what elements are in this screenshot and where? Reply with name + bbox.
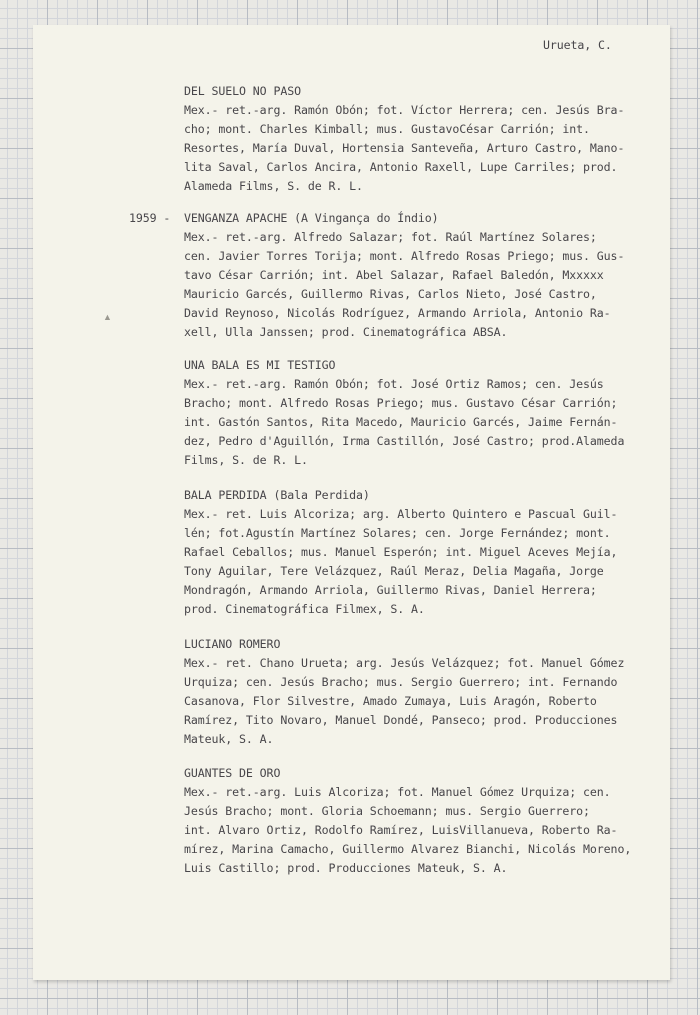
- entry-line: Mex.- ret.-arg. Ramón Obón; fot. José Ortiz Ramos; cen. Jesús: [184, 377, 604, 391]
- film-entry: [184, 82, 670, 196]
- entry-line: David Reynoso, Nicolás Rodríguez, Armando Arriola, Antonio Ra-: [184, 306, 611, 320]
- entry-line: xell, Ulla Janssen; prod. Cinematográfica ABSA.: [184, 325, 508, 339]
- film-title: DEL SUELO NO PASO: [184, 84, 301, 98]
- entry-line: Luis Castillo; prod. Producciones Mateuk, S. A.: [184, 861, 508, 875]
- entry-line: Mondragón, Armando Arriola, Guillermo Rivas, Daniel Herrera;: [184, 583, 597, 597]
- entry-line: int. Alvaro Ortiz, Rodolfo Ramírez, LuisVillanueva, Roberto Ra-: [184, 823, 618, 837]
- entry-line: mírez, Marina Camacho, Guillermo Alvarez Bianchi, Nicolás Moreno,: [184, 842, 632, 856]
- author-header: Urueta, C.: [543, 38, 612, 52]
- film-entry: [184, 635, 670, 749]
- film-entry: [184, 209, 670, 342]
- entry-line: prod. Cinematográfica Filmex, S. A.: [184, 602, 425, 616]
- entry-line: Mateuk, S. A.: [184, 732, 274, 746]
- film-title: GUANTES DE ORO: [184, 766, 281, 780]
- entry-line: int. Gastón Santos, Rita Macedo, Mauricio Garcés, Jaime Fernán-: [184, 415, 618, 429]
- film-title: LUCIANO ROMERO: [184, 637, 281, 651]
- entry-line: Mex.- ret. Chano Urueta; arg. Jesús Velázquez; fot. Manuel Gómez: [184, 656, 625, 670]
- entry-line: tavo César Carrión; int. Abel Salazar, Rafael Baledón, Mxxxxx: [184, 268, 604, 282]
- entry-line: cho; mont. Charles Kimball; mus. GustavoCésar Carrión; int.: [184, 122, 590, 136]
- film-entry: [184, 764, 670, 878]
- entry-line: lita Saval, Carlos Ancira, Antonio Raxell, Lupe Carriles; prod.: [184, 160, 618, 174]
- film-entry: [184, 486, 670, 619]
- film-title: BALA PERDIDA (Bala Perdida): [184, 488, 370, 502]
- entry-line: Films, S. de R. L.: [184, 453, 308, 467]
- entry-line: Ramírez, Tito Novaro, Manuel Dondé, Panseco; prod. Producciones: [184, 713, 618, 727]
- entry-line: Rafael Ceballos; mus. Manuel Esperón; int. Miguel Aceves Mejía,: [184, 545, 618, 559]
- entry-line: Urquiza; cen. Jesús Bracho; mus. Sergio Guerrero; int. Fernando: [184, 675, 618, 689]
- entry-line: dez, Pedro d'Aguillón, Irma Castillón, José Castro; prod.Alameda: [184, 434, 625, 448]
- film-entry: [184, 356, 670, 470]
- entry-line: Casanova, Flor Silvestre, Amado Zumaya, Luis Aragón, Roberto: [184, 694, 597, 708]
- entry-line: Resortes, María Duval, Hortensia Santeveña, Arturo Castro, Mano-: [184, 141, 625, 155]
- entry-line: Mex.- ret. Luis Alcoriza; arg. Alberto Quintero e Pascual Guil-: [184, 507, 618, 521]
- entry-line: cen. Javier Torres Torija; mont. Alfredo Rosas Priego; mus. Gus-: [184, 249, 625, 263]
- entry-line: Jesús Bracho; mont. Gloria Schoemann; mus. Sergio Guerrero;: [184, 804, 590, 818]
- typewritten-sheet: [33, 25, 670, 980]
- entry-line: Mex.- ret.-arg. Ramón Obón; fot. Víctor Herrera; cen. Jesús Bra-: [184, 103, 625, 117]
- entry-line: Alameda Films, S. de R. L.: [184, 179, 363, 193]
- entry-line: Bracho; mont. Alfredo Rosas Priego; mus. Gustavo César Carrión;: [184, 396, 618, 410]
- entry-line: lén; fot.Agustín Martínez Solares; cen. Jorge Fernández; mont.: [184, 526, 611, 540]
- entry-year: 1959 -: [129, 211, 171, 225]
- film-title: VENGANZA APACHE (A Vingança do Índio): [184, 211, 439, 225]
- entry-line: Tony Aguilar, Tere Velázquez, Raúl Meraz, Delia Magaña, Jorge: [184, 564, 604, 578]
- entry-line: Mex.- ret.-arg. Luis Alcoriza; fot. Manuel Gómez Urquiza; cen.: [184, 785, 611, 799]
- entry-line: Mauricio Garcés, Guillermo Rivas, Carlos Nieto, José Castro,: [184, 287, 597, 301]
- entry-line: Mex.- ret.-arg. Alfredo Salazar; fot. Raúl Martínez Solares;: [184, 230, 597, 244]
- margin-mark: ▲: [103, 312, 112, 322]
- film-title: UNA BALA ES MI TESTIGO: [184, 358, 336, 372]
